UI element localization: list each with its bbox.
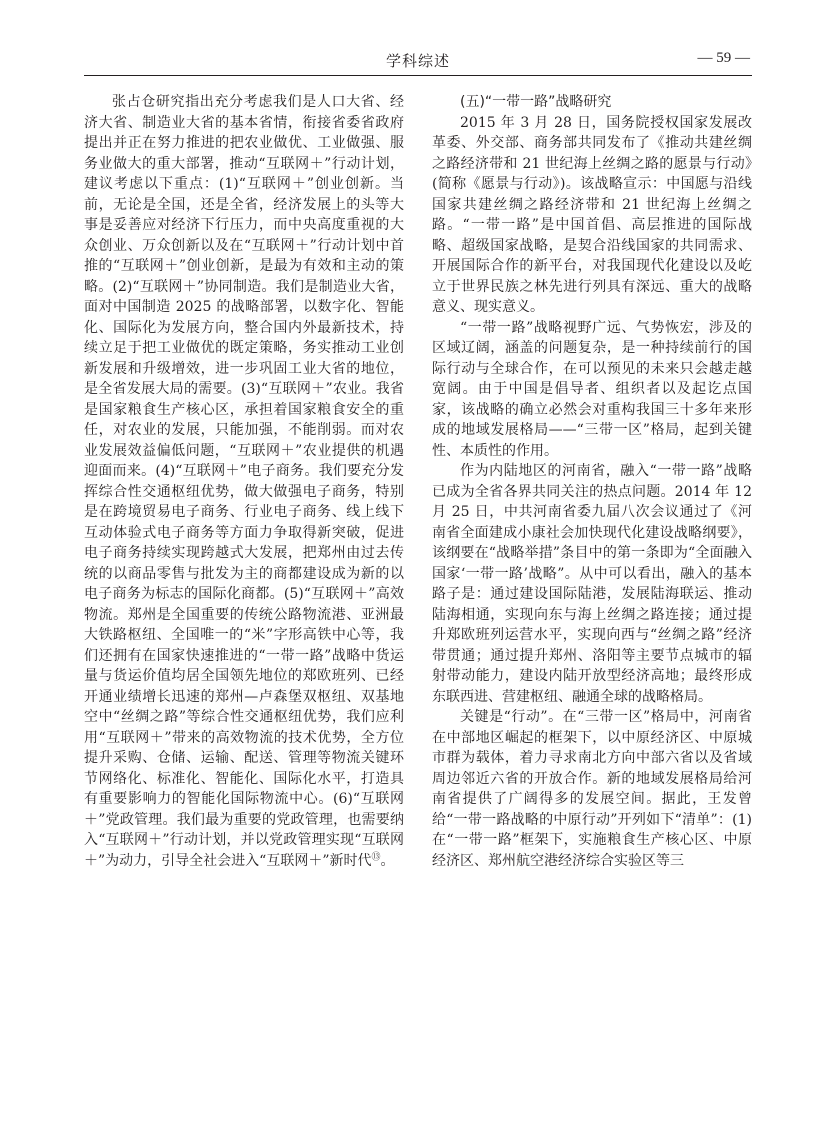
body-paragraph: 关键是“行动”。在“三带一区”格局中，河南省在中部地区崛起的框架下，以中原经济区、中原城市群为载体，着力寻求南北方向中部六省以及省域周边邻近六省的开放合作。新的地域发展格局给河南省提供了广阔得多的发展空间。据此，王发曾给“一带一路战略的中原行动”开列如下“清单”：(1)在“一带一路”框架下，实施粮食生产核心区、中原经济区、郑州航空港经济综合实验区等三 (432, 709, 752, 869)
running-header (84, 48, 752, 76)
header-rule (84, 75, 752, 76)
footnote-marker[interactable]: ⑬ (371, 851, 381, 862)
body-paragraph: “一带一路”战略视野广远、气势恢宏，涉及的区域辽阔，涵盖的问题复杂，是一种持续前行的国际行动与全球合作，在可以预见的未来只会越走越宽阔。由于中国是倡导者、组织者以及起讫点国家，该战略的确立必然会对重构我国三十多年来形成的地域发展格局——“三带一区”格局，起到关键性、本质性的作用。 (432, 319, 752, 459)
section-title: 学科综述 (385, 52, 450, 70)
section-heading: (五)“一带一路”战略研究 (460, 94, 612, 110)
right-column (432, 92, 752, 871)
paragraph-text: 张占仓研究指出充分考虑我们是人口大省、经济大省、制造业大省的基本省情，衔接省委省政府提出并正在努力推进的把农业做优、工业做强、服务业做大的重大部署，推动“互联网＋”行动计划，建议考虑以下重点：(1)“互联网＋”创业创新。当前，无论是全国，还是全省，经济发展上的头等大事是妥善应对经济下行压力，而中央高度重视的大众创业、万众创新以及在“互联网＋”行动计划中首推的“互联网＋”创业创新，是最为有效和主动的策略。(2)“互联网＋”协同制造。我们是制造业大省，面对中国制造 2025 的战略部署，以数字化、智能化、国际化为发展方向，整合国内外最新技术，持续立足于把工业做优的既定策略，务实推动工业创新发展和升级增效，进一步巩固工业大省的地位，是全省发展大局的需要。(3)“互联网＋”农业。我省是国家粮食生产核心区，承担着国家粮食安全的重任，对农业的发展，只能加强，不能削弱。而对农业发展效益偏低问题，“互联网＋”农业提供的机遇迎面而来。(4)“互联网＋”电子商务。我们要充分发挥综合性交通枢纽优势，做大做强电子商务，特别是在跨境贸易电子商务、行业电子商务、线上线下互动体验式电子商务等方面力争取得新突破，促进电子商务持续实现跨越式大发展，把郑州由过去传统的以商品零售与批发为主的商都建设成为新的以电子商务为标志的国际化商都。(5)“互联网＋”高效物流。郑州是全国重要的传统公路物流港、亚洲最大铁路枢纽、全国唯一的“米”字形高铁中心等，我们还拥有在国家快速推进的“一带一路”战略中货运量与货运价值均居全国领先地位的郑欧班列、已经开通业绩增长迅速的郑州—卢森堡双枢纽、双基地空中“丝绸之路”等综合性交通枢纽优势，我们应利用“互联网＋”带来的高效物流的技术优势，全方位提升采购、仓储、运输、配送、管理等物流关键环节网络化、标准化、智能化、国际化水平，打造具有重要影响力的智能化国际物流中心。(6)“互联网＋”党政管理。我们最为重要的党政管理，也需要纳入“互联网＋”行动计划，并以党政管理实现“互联网＋”为动力，引导全社会进入“互联网＋”新时代 (84, 94, 404, 869)
body-paragraph: 2015 年 3 月 28 日，国务院授权国家发展改革委、外交部、商务部共同发布了《推动共建丝绸之路经济带和 21 世纪海上丝绸之路的愿景与行动》(简称《愿景与行动》)。该战略宣示：中国愿与沿线国家共建丝绸之路经济带和 21 世纪海上丝绸之路。“一带一路”是中国首倡、高层推进的国际战略、超级国家战略，是契合沿线国家的共同需求、开展国际合作的新平台，对我国现代化建设以及屹立于世界民族之林先进行列具有深远、重大的战略意义、现实意义。 (432, 114, 752, 315)
body-paragraph: 作为内陆地区的河南省，融入“一带一路”战略已成为全省各界共同关注的热点问题。2014 年 12 月 25 日，中共河南省委九届八次会议通过了《河南省全面建成小康社会加快现代化建设战略纲要》，该纲要在“战略举措”条目中的第一条即为“全面融入国家‘一带一路’战略”。从中可以看出，融入的基本路子是：通过建设国际陆港，发展陆海联运、推动陆海相通，实现向东与海上丝绸之路连接；通过提升郑欧班列运营水平，实现向西与“丝绸之路”经济带贯通；通过提升郑州、洛阳等主要节点城市的辐射带动能力，建设内陆开放型经济高地；最终形成东联西进、营建枢纽、融通全球的战略格局。 (432, 463, 752, 705)
page-number: — 59 — (697, 50, 750, 66)
body-paragraph (84, 92, 404, 871)
left-column (84, 92, 404, 871)
paragraph-end: 。 (380, 852, 395, 869)
